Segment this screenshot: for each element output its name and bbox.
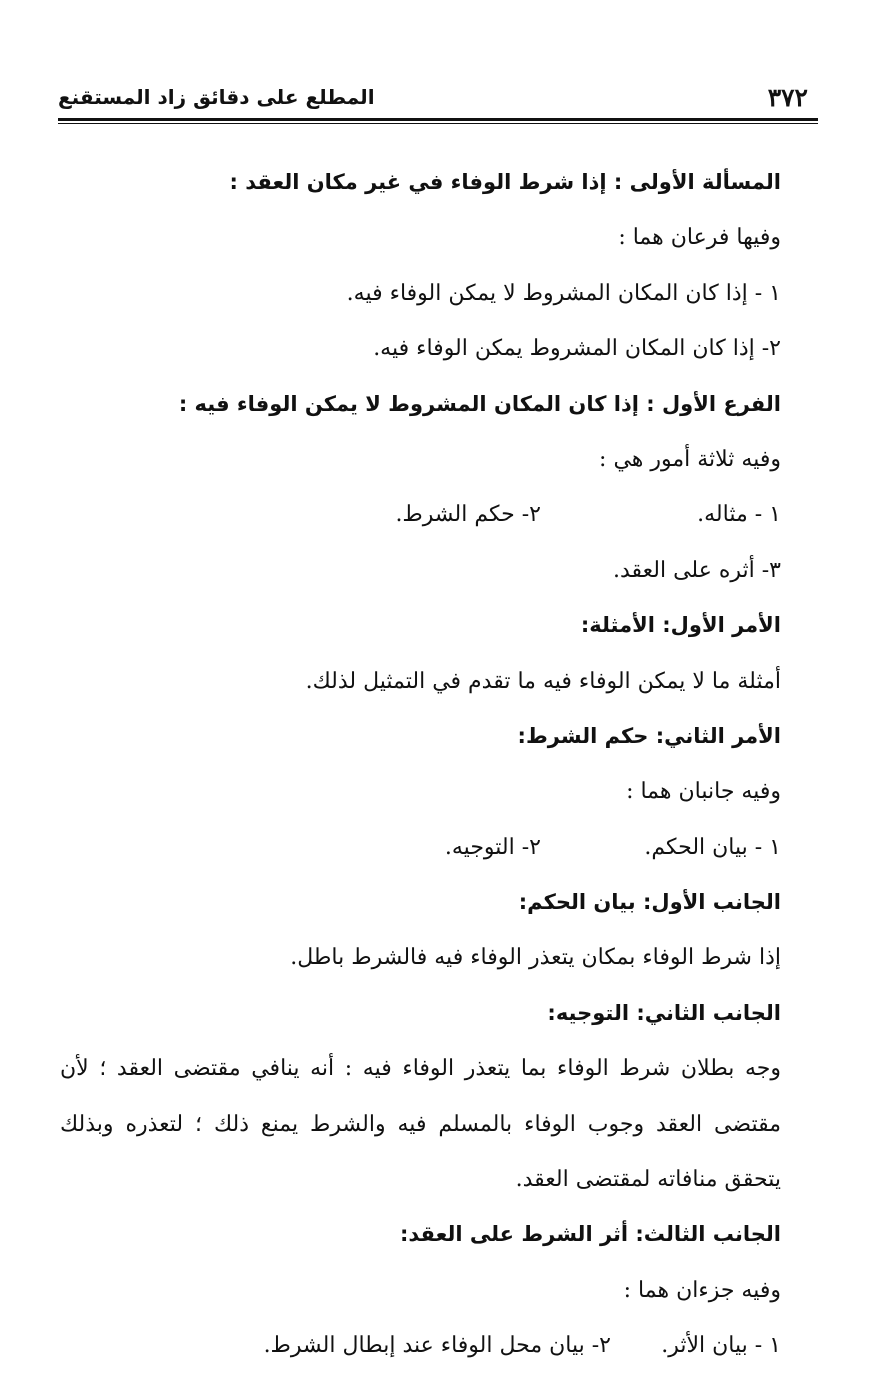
header-rule-thick (58, 118, 818, 121)
list-item: ٣- أثره على العقد. (613, 557, 781, 583)
text-line: يتحقق منافاته لمقتضى العقد. (515, 1167, 781, 1193)
page-header (58, 82, 818, 112)
text-line: إذا شرط الوفاء بمكان يتعذر الوفاء فيه فالشرط باطل. (290, 945, 781, 971)
list-item: ٢- التوجيه. (444, 834, 541, 860)
subsection-heading: الجانب الثاني: التوجيه: (547, 1000, 781, 1025)
subsection-heading: الجانب الثالث: أثر الشرط على العقد: (399, 1222, 781, 1247)
list-item: ١ - إذا كان المكان المشروط لا يمكن الوفاء فيه. (346, 280, 781, 306)
list-item: ٢- بيان محل الوفاء عند إبطال الشرط. (263, 1333, 611, 1359)
text-line: وجه بطلان شرط الوفاء بما يتعذر الوفاء فيه : أنه ينافي مقتضى العقد ؛ لأن (60, 1056, 781, 1082)
text-line: وفيه جانبان هما : (626, 779, 781, 805)
list-item: ٢- إذا كان المكان المشروط يمكن الوفاء فيه. (373, 336, 781, 362)
text-line: مقتضى العقد وجوب الوفاء بالمسلم فيه والشرط يمنع ذلك ؛ لتعذره وبذلك (60, 1111, 781, 1137)
subsection-heading: الأمر الأول: الأمثلة: (580, 613, 781, 638)
two-column-list (60, 487, 781, 542)
page-number: ٣٧٢ (767, 82, 808, 112)
two-column-list (60, 1318, 781, 1373)
list-item: ٢- حكم الشرط. (395, 502, 541, 528)
two-column-list (60, 820, 781, 875)
text-line: وفيها فرعان هما : (618, 225, 781, 251)
text-line: وفيه ثلاثة أمور هي : (599, 446, 781, 472)
page-body (60, 155, 781, 1374)
list-item: ١ - بيان الأثر. (661, 1333, 781, 1359)
text-line: أمثلة ما لا يمكن الوفاء فيه ما تقدم في التمثيل لذلك. (305, 668, 781, 694)
header-rule-thin (58, 123, 818, 124)
list-item: ١ - مثاله. (697, 502, 781, 528)
text-line: وفيه جزءان هما : (623, 1277, 781, 1303)
list-item: ١ - بيان الحكم. (644, 834, 781, 860)
subsection-heading: الأمر الثاني: حكم الشرط: (517, 723, 781, 748)
subsection-heading: الجانب الأول: بيان الحكم: (518, 890, 781, 915)
section-heading: المسألة الأولى : إذا شرط الوفاء في غير مكان العقد : (229, 170, 781, 194)
running-title: المطلع على دقائق زاد المستقنع (58, 85, 375, 109)
subsection-heading: الفرع الأول : إذا كان المكان المشروط لا يمكن الوفاء فيه : (178, 391, 781, 416)
